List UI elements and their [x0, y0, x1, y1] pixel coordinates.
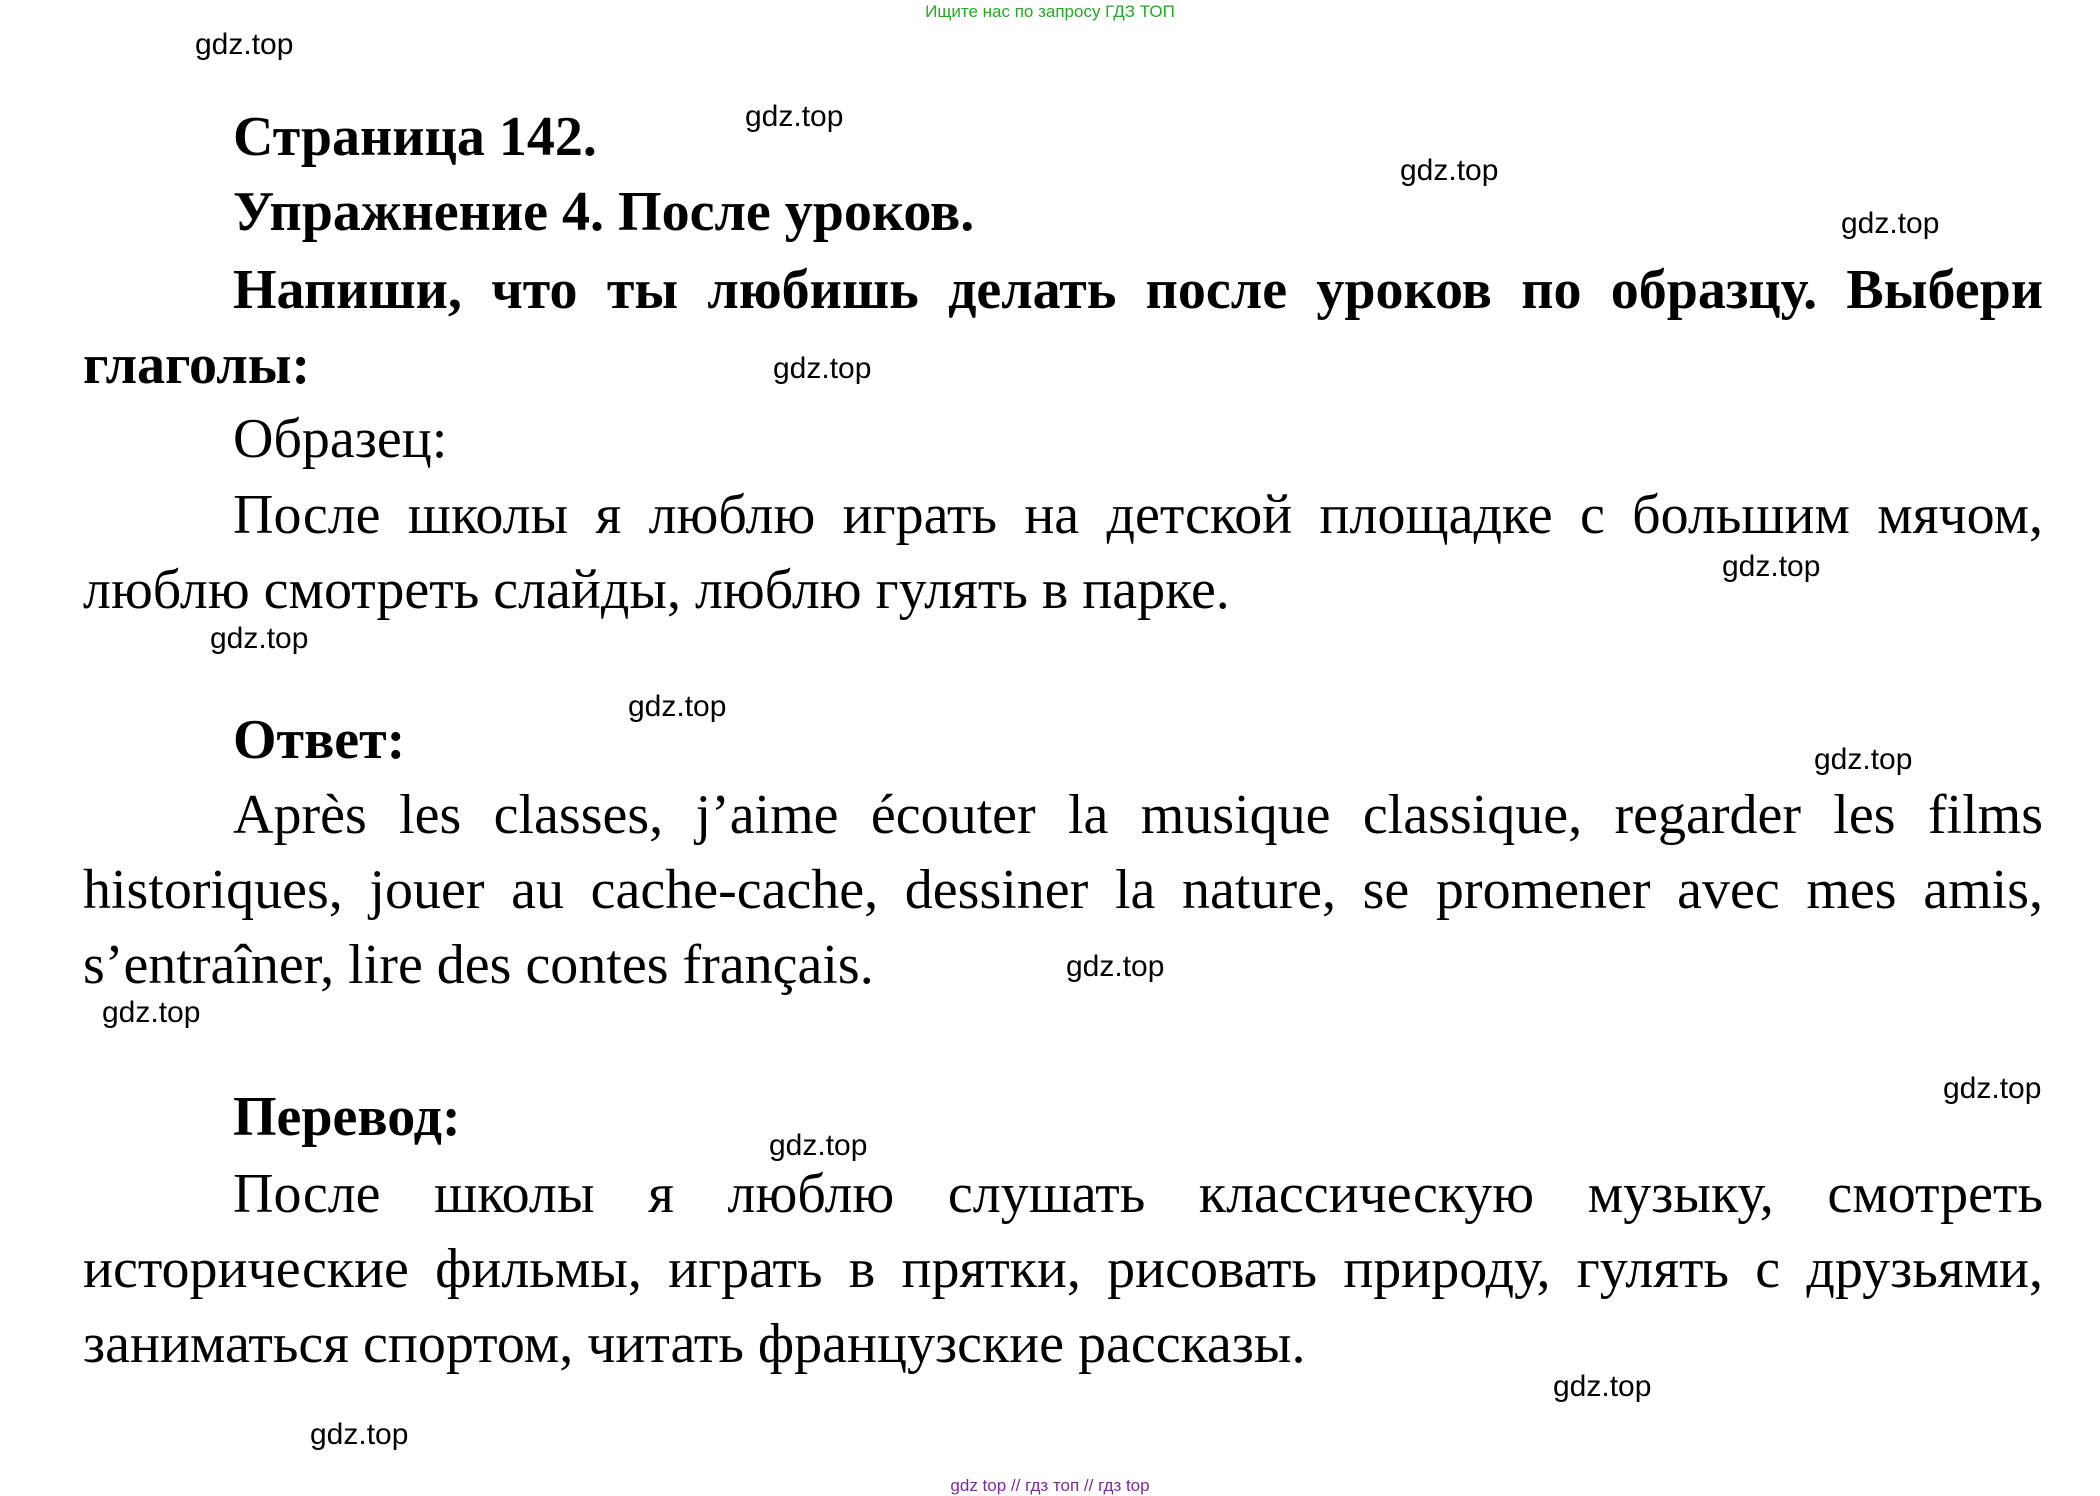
watermark: gdz.top	[210, 622, 309, 655]
top-banner: Ищите нас по запросу ГДЗ ТОП	[925, 2, 1175, 21]
watermark: gdz.top	[1553, 1370, 1652, 1403]
sample-label: Образец:	[233, 408, 448, 470]
watermark: gdz.top	[1943, 1072, 2042, 1105]
task-text: Напиши, что ты любишь делать после уроков по образцу. Выбери глаголы:	[83, 259, 2043, 396]
translation-label: Перевод:	[233, 1086, 461, 1148]
watermark: gdz.top	[1814, 743, 1913, 776]
watermark: gdz.top	[1400, 154, 1499, 187]
watermark: gdz.top	[769, 1129, 868, 1162]
watermark: gdz.top	[745, 100, 844, 133]
exercise-heading: Упражнение 4. После уроков.	[233, 181, 975, 243]
bottom-banner: gdz top // гдз топ // гдз top	[950, 1476, 1150, 1495]
page-heading: Страница 142.	[233, 106, 597, 168]
answer-label: Ответ:	[233, 709, 406, 771]
watermark: gdz.top	[102, 996, 201, 1029]
watermark: gdz.top	[1722, 550, 1821, 583]
watermark: gdz.top	[195, 28, 294, 61]
answer-text: Après les classes, j’aime écouter la musique classique, regarder les films historiques, jouer au cache-cache, dessiner la nature, se promener avec mes amis, s’entraîner, lire des contes français.	[83, 784, 2043, 996]
watermark: gdz.top	[1841, 207, 1940, 240]
watermark: gdz.top	[1066, 950, 1165, 983]
sample-text: После школы я люблю играть на детской площадке с большим мячом, люблю смотреть слайды, люблю гулять в парке.	[83, 484, 2043, 621]
watermark: gdz.top	[773, 352, 872, 385]
watermark: gdz.top	[310, 1418, 409, 1451]
watermark: gdz.top	[628, 690, 727, 723]
translation-text: После школы я люблю слушать классическую музыку, смотреть исторические фильмы, играть в прятки, рисовать природу, гулять с друзьями, заниматься спортом, читать французские рассказы.	[83, 1163, 2043, 1375]
